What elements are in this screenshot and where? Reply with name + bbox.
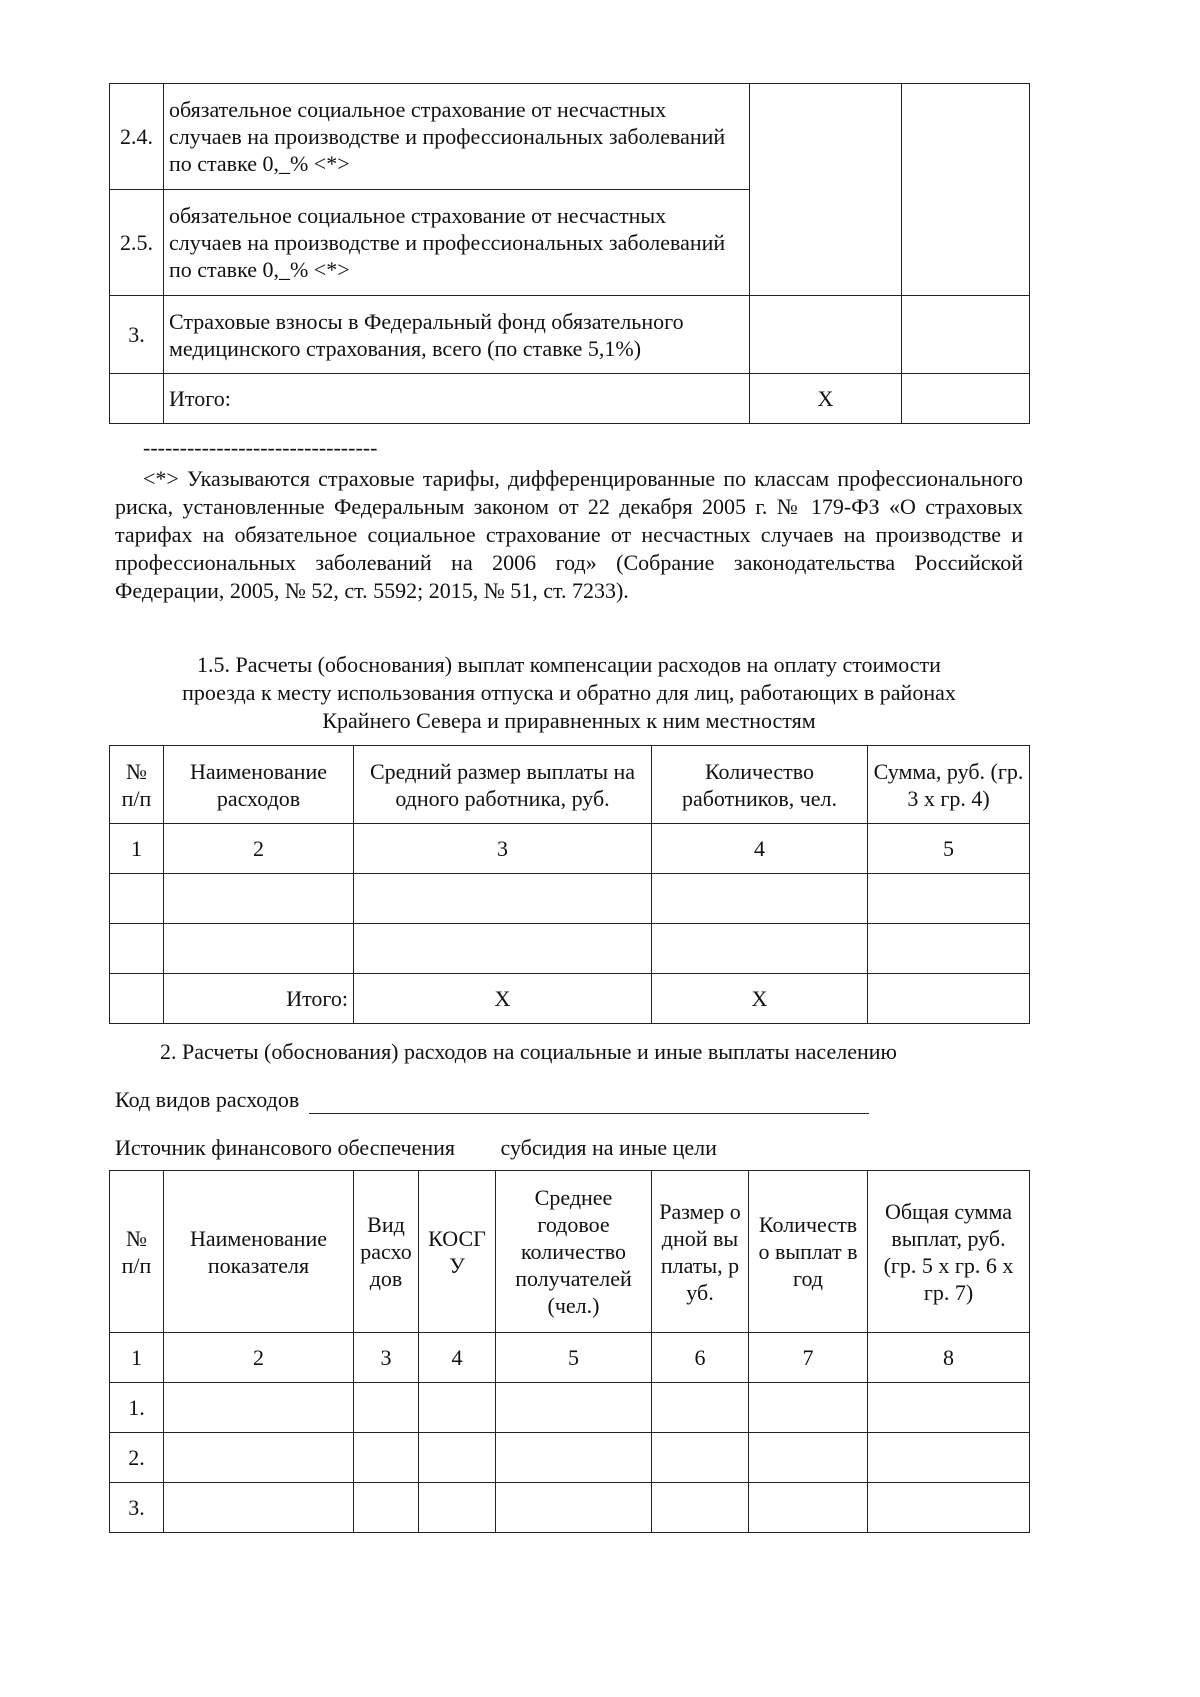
header-cell: КОСГУ <box>419 1171 496 1333</box>
row-number: 2.5. <box>110 190 164 296</box>
empty-cell <box>164 1383 354 1433</box>
column-number: 3 <box>354 1333 419 1383</box>
empty-cell <box>868 1433 1030 1483</box>
row-description: обязательное социальное страхование от несчастных случаев на производстве и профессиональных заболеваний по ставке 0,_% <*> <box>164 84 750 190</box>
total-x-mark: X <box>652 974 868 1024</box>
total-x-mark: X <box>750 374 902 424</box>
row-number: 2. <box>110 1433 164 1483</box>
empty-cell <box>652 924 868 974</box>
empty-cell <box>652 874 868 924</box>
empty-cell <box>652 1383 749 1433</box>
header-cell: Средний размер выплаты на одного работника, руб. <box>354 746 652 824</box>
header-cell: № п/п <box>110 746 164 824</box>
column-number: 2 <box>164 824 354 874</box>
value-cell <box>750 296 902 374</box>
empty-cell <box>419 1483 496 1533</box>
empty-cell <box>354 1383 419 1433</box>
empty-cell <box>652 1483 749 1533</box>
empty-cell <box>496 1483 652 1533</box>
column-number: 5 <box>496 1333 652 1383</box>
column-number: 1 <box>110 824 164 874</box>
empty-cell <box>868 1483 1030 1533</box>
empty-cell <box>164 924 354 974</box>
section-2-title: 2. Расчеты (обоснования) расходов на социальные и иные выплаты населению <box>160 1039 897 1064</box>
row-description: Страховые взносы в Федеральный фонд обязательного медицинского страхования, всего (по ставке 5,1%) <box>164 296 750 374</box>
social-payments-table <box>109 1170 1030 1533</box>
empty-cell <box>868 874 1030 924</box>
empty-cell <box>749 1483 868 1533</box>
funding-source-line <box>115 1134 717 1162</box>
column-number: 3 <box>354 824 652 874</box>
empty-cell <box>496 1433 652 1483</box>
empty-cell <box>354 924 652 974</box>
column-number: 4 <box>419 1333 496 1383</box>
value-cell <box>902 296 1030 374</box>
empty-cell <box>110 974 164 1024</box>
header-cell: Вид расходов <box>354 1171 419 1333</box>
empty-cell <box>868 1383 1030 1433</box>
header-cell: Среднее годовое количество получателей (чел.) <box>496 1171 652 1333</box>
empty-cell <box>419 1383 496 1433</box>
header-cell: Размер одной выплаты, руб. <box>652 1171 749 1333</box>
funding-source-value: субсидия на иные цели <box>500 1135 717 1160</box>
total-x-mark: X <box>354 974 652 1024</box>
empty-cell <box>164 874 354 924</box>
empty-cell <box>749 1433 868 1483</box>
header-cell: Общая сумма выплат, руб. (гр. 5 х гр. 6 х гр. 7) <box>868 1171 1030 1333</box>
row-number: 2.4. <box>110 84 164 190</box>
empty-cell <box>868 924 1030 974</box>
expense-code-line <box>115 1086 869 1114</box>
column-number: 2 <box>164 1333 354 1383</box>
header-cell: Наименование показателя <box>164 1171 354 1333</box>
value-cell <box>902 84 1030 296</box>
empty-cell <box>110 874 164 924</box>
empty-cell <box>749 1383 868 1433</box>
title-line: Крайнего Севера и приравненных к ним местностям <box>322 708 816 733</box>
empty-cell <box>652 1433 749 1483</box>
column-number: 7 <box>749 1333 868 1383</box>
expense-code-field[interactable] <box>309 1089 869 1114</box>
header-cell: № п/п <box>110 1171 164 1333</box>
value-cell <box>750 84 902 296</box>
row-number: 3. <box>110 296 164 374</box>
travel-compensation-table <box>109 745 1030 1024</box>
row-number: 3. <box>110 1483 164 1533</box>
header-cell: Сумма, руб. (гр. 3 х гр. 4) <box>868 746 1030 824</box>
footnote-text <box>115 465 1023 605</box>
insurance-contributions-table <box>109 83 1030 424</box>
footnote-separator: -------------------------------- <box>143 435 378 460</box>
empty-cell <box>110 924 164 974</box>
row-number: 1. <box>110 1383 164 1433</box>
header-cell: Количество работников, чел. <box>652 746 868 824</box>
empty-cell <box>354 874 652 924</box>
title-line: 1.5. Расчеты (обоснования) выплат компенсации расходов на оплату стоимости <box>197 652 941 677</box>
header-cell: Количество выплат в год <box>749 1171 868 1333</box>
empty-cell <box>496 1383 652 1433</box>
column-number: 5 <box>868 824 1030 874</box>
footnote-body: <*> Указываются страховые тарифы, дифференцированные по классам профессионального риска, установленные Федеральным законом от 22 декабря 2005 г. № 179-ФЗ «О страховых тарифах на обязательное социальное страхование от несчастных случаев на производстве и профессиональных заболеваний на 2006 год» (Собрание законодательства Российской Федерации, 2005, № 52, ст. 5592; 2015, № 51, ст. 7233). <box>115 466 1023 603</box>
expense-code-label: Код видов расходов <box>115 1087 300 1112</box>
total-label: Итого: <box>164 974 354 1024</box>
value-cell <box>902 374 1030 424</box>
empty-cell <box>164 1483 354 1533</box>
title-line: проезда к месту использования отпуска и обратно для лиц, работающих в районах <box>182 680 956 705</box>
empty-cell <box>164 1433 354 1483</box>
empty-cell <box>868 974 1030 1024</box>
empty-cell <box>354 1483 419 1533</box>
empty-cell <box>354 1433 419 1483</box>
column-number: 6 <box>652 1333 749 1383</box>
column-number: 1 <box>110 1333 164 1383</box>
column-number: 8 <box>868 1333 1030 1383</box>
total-label: Итого: <box>164 374 750 424</box>
section-1-5-title <box>109 651 1029 735</box>
row-description: обязательное социальное страхование от несчастных случаев на производстве и профессиональных заболеваний по ставке 0,_% <*> <box>164 190 750 296</box>
empty-cell <box>419 1433 496 1483</box>
funding-source-label: Источник финансового обеспечения <box>115 1135 455 1160</box>
header-cell: Наименование расходов <box>164 746 354 824</box>
column-number: 4 <box>652 824 868 874</box>
empty-cell <box>110 374 164 424</box>
